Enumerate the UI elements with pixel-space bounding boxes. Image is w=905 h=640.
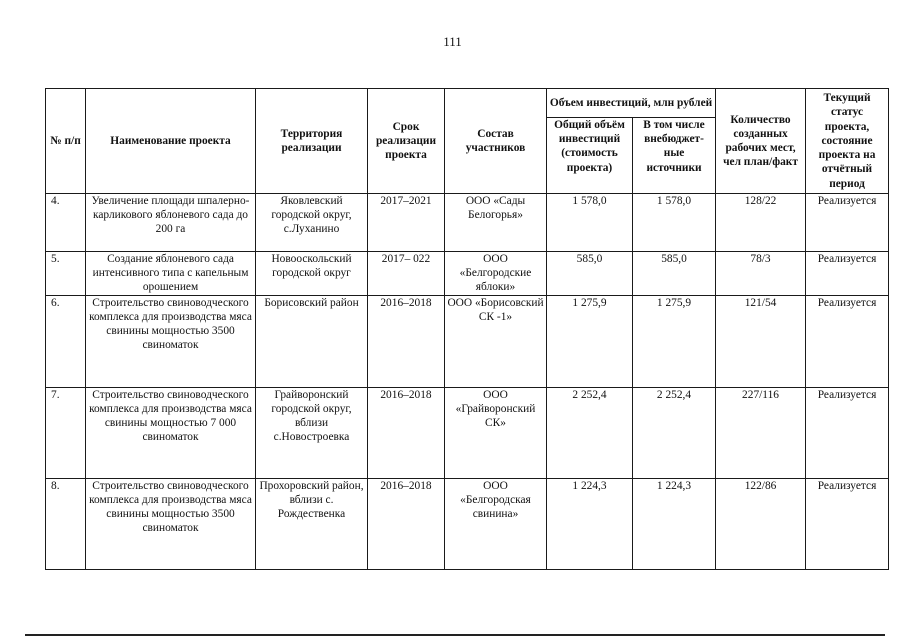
cell-territory: Борисовский район xyxy=(256,295,368,387)
cell-period: 2017– 022 xyxy=(368,252,445,296)
cell-name: Строительство свиноводческого комплекса для производства мяса свинины мощностью 3500 свиноматок xyxy=(86,478,256,569)
cell-offbudget: 585,0 xyxy=(633,252,716,296)
cell-offbudget: 1 578,0 xyxy=(633,194,716,252)
cell-period: 2016–2018 xyxy=(368,387,445,478)
header-num: № п/п xyxy=(46,89,86,194)
cell-participants: ООО «Борисовский СК -1» xyxy=(445,295,547,387)
header-name: Наименование проекта xyxy=(86,89,256,194)
cell-period: 2016–2018 xyxy=(368,478,445,569)
cell-jobs: 128/22 xyxy=(716,194,806,252)
cell-jobs: 227/116 xyxy=(716,387,806,478)
cell-jobs: 78/3 xyxy=(716,252,806,296)
cell-jobs: 121/54 xyxy=(716,295,806,387)
table-row xyxy=(46,478,889,569)
cell-offbudget: 2 252,4 xyxy=(633,387,716,478)
cell-participants: ООО «Белгородские яблоки» xyxy=(445,252,547,296)
cell-status: Реализуется xyxy=(806,194,889,252)
header-participants: Состав участников xyxy=(445,89,547,194)
cell-total: 1 275,9 xyxy=(547,295,633,387)
cell-jobs: 122/86 xyxy=(716,478,806,569)
cell-status: Реализуется xyxy=(806,252,889,296)
cell-name: Увеличение площади шпалерно-карликового яблоневого сада до 200 га xyxy=(86,194,256,252)
cell-territory: Грайворонский городской округ, вблизи с.Новостроевка xyxy=(256,387,368,478)
header-status: Текущий статус проекта, состояние проекта на отчётный период xyxy=(806,89,889,194)
page-number: 111 xyxy=(443,34,462,49)
cell-name: Создание яблоневого сада интенсивного типа с капельным орошением xyxy=(86,252,256,296)
cell-offbudget: 1 224,3 xyxy=(633,478,716,569)
header-offbudget: В том числе внебюджет-ные источники xyxy=(633,118,716,194)
cell-territory: Прохоровский район, вблизи с. Рождественка xyxy=(256,478,368,569)
header-total: Общий объём инвестиций (стоимость проекта) xyxy=(547,118,633,194)
header-territory: Территория реализации xyxy=(256,89,368,194)
cell-participants: ООО «Сады Белогорья» xyxy=(445,194,547,252)
cell-period: 2017–2021 xyxy=(368,194,445,252)
cell-num: 6. xyxy=(46,295,86,387)
cell-num: 4. xyxy=(46,194,86,252)
page-edge-line xyxy=(25,634,885,636)
cell-territory: Яковлевский городской округ, с.Луханино xyxy=(256,194,368,252)
cell-territory: Новооскольский городской округ xyxy=(256,252,368,296)
projects-table xyxy=(45,88,889,570)
cell-participants: ООО «Белгородская свинина» xyxy=(445,478,547,569)
cell-participants: ООО «Грайворонский СК» xyxy=(445,387,547,478)
header-jobs: Количество созданных рабочих мест, чел план/факт xyxy=(716,89,806,194)
cell-num: 7. xyxy=(46,387,86,478)
table-row xyxy=(46,387,889,478)
cell-num: 8. xyxy=(46,478,86,569)
cell-name: Строительство свиноводческого комплекса для производства мяса свинины мощностью 7 000 свиноматок xyxy=(86,387,256,478)
header-investments: Объем инвестиций, млн рублей xyxy=(547,89,716,118)
cell-status: Реализуется xyxy=(806,387,889,478)
cell-total: 1 578,0 xyxy=(547,194,633,252)
cell-num: 5. xyxy=(46,252,86,296)
table-row xyxy=(46,194,889,252)
cell-total: 1 224,3 xyxy=(547,478,633,569)
header-period: Срок реализации проекта xyxy=(368,89,445,194)
cell-total: 585,0 xyxy=(547,252,633,296)
cell-total: 2 252,4 xyxy=(547,387,633,478)
table-row xyxy=(46,295,889,387)
cell-status: Реализуется xyxy=(806,478,889,569)
cell-offbudget: 1 275,9 xyxy=(633,295,716,387)
table-row xyxy=(46,252,889,296)
cell-name: Строительство свиноводческого комплекса для производства мяса свинины мощностью 3500 свиноматок xyxy=(86,295,256,387)
cell-period: 2016–2018 xyxy=(368,295,445,387)
cell-status: Реализуется xyxy=(806,295,889,387)
